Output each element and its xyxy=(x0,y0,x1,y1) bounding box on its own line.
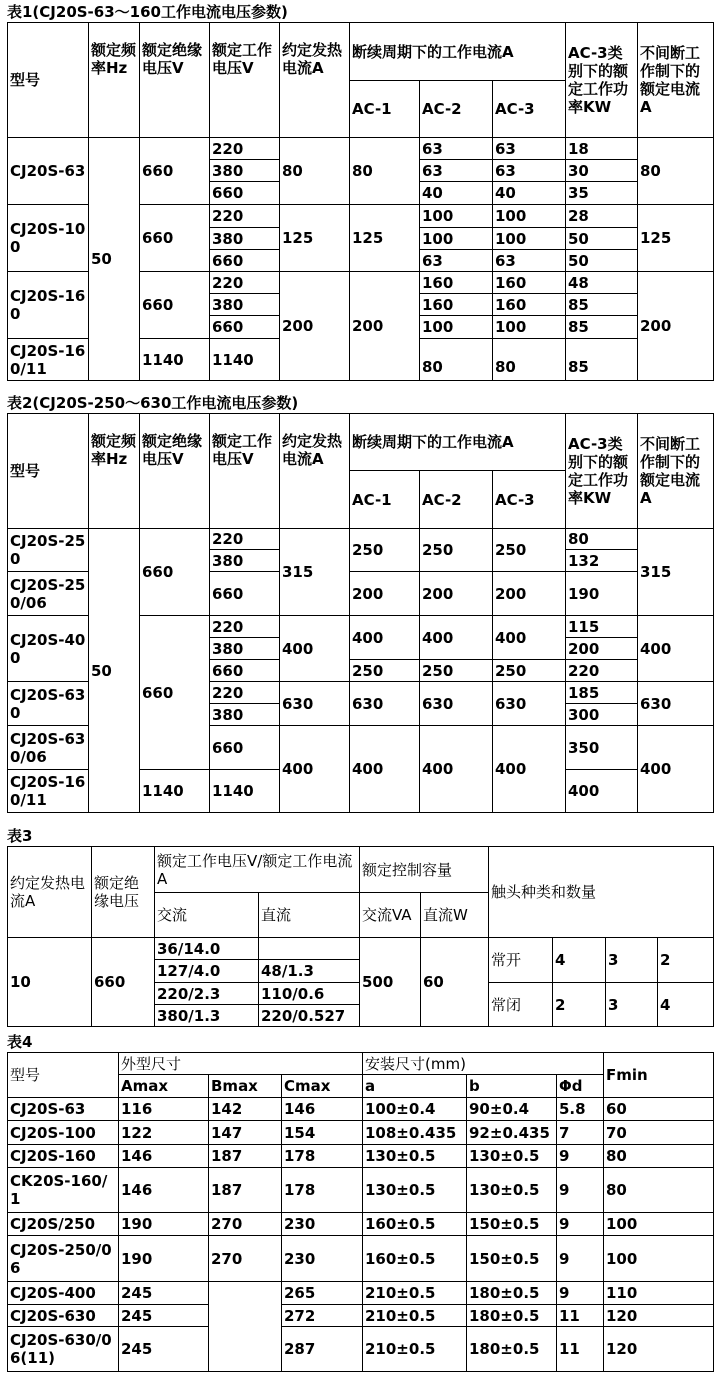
t4-b-cell: 130±0.5 xyxy=(467,1168,557,1213)
t3-insulation-value: 660 xyxy=(92,938,155,1027)
t4-b-cell: 150±0.5 xyxy=(467,1236,557,1282)
t3-dc-cell: 48/1.3 xyxy=(259,960,360,983)
t4-cmax-cell: 146 xyxy=(282,1098,363,1121)
t2-ac3-cell: 400 xyxy=(493,616,566,660)
t2-insulation-cell: 660 xyxy=(140,529,210,616)
t1-voltage-cell: 380 xyxy=(210,228,280,250)
table2 xyxy=(7,413,714,813)
t4-cmax-cell: 154 xyxy=(282,1121,363,1145)
t3-header-ac: 交流 xyxy=(155,893,259,938)
t3-ac-cell: 380/1.3 xyxy=(155,1005,259,1027)
t4-phid-cell: 7 xyxy=(557,1121,604,1145)
table3-caption: 表3 xyxy=(7,827,33,845)
t3-header-thermal: 约定发热电流A xyxy=(8,847,92,938)
t4-fmin-cell: 60 xyxy=(604,1098,714,1121)
t4-phid-cell: 9 xyxy=(557,1236,604,1282)
t4-cmax-cell: 178 xyxy=(282,1145,363,1168)
t1-ac2-cell: 160 xyxy=(420,272,493,294)
t2-header-thermal: 约定发热电流A xyxy=(280,414,350,529)
t1-header-freq: 额定频率Hz xyxy=(89,23,140,138)
t2-power-cell: 400 xyxy=(566,770,638,813)
t2-header-insulation: 额定绝缘电压V xyxy=(140,414,210,529)
t2-thermal-cell: 400 xyxy=(280,726,350,813)
t4-amax-cell: 146 xyxy=(119,1145,209,1168)
t2-model-cell: CJ20S-160/11 xyxy=(8,770,89,813)
table1 xyxy=(7,22,714,381)
t4-a-cell: 130±0.5 xyxy=(363,1168,467,1213)
t1-ac2-cell: 63 xyxy=(420,250,493,272)
t3-control-dc-value: 60 xyxy=(421,938,489,1027)
t1-ac3-cell: 80 xyxy=(493,339,566,381)
t1-model-cell: CJ20S-63 xyxy=(8,138,89,205)
t4-a-cell: 100±0.4 xyxy=(363,1098,467,1121)
t1-voltage-cell: 220 xyxy=(210,205,280,228)
t2-ac3-cell: 200 xyxy=(493,572,566,616)
t2-thermal-cell: 400 xyxy=(280,616,350,682)
table2-section xyxy=(0,393,720,813)
t3-header-contacts: 触头种类和数量 xyxy=(489,847,714,938)
t1-header-thermal: 约定发热电流A xyxy=(280,23,350,138)
t4-phid-cell: 9 xyxy=(557,1213,604,1236)
t4-model-cell: CJ20S-160 xyxy=(8,1145,119,1168)
t4-b-cell: 130±0.5 xyxy=(467,1145,557,1168)
t4-a-cell: 160±0.5 xyxy=(363,1236,467,1282)
t4-a-cell: 108±0.435 xyxy=(363,1121,467,1145)
t1-power-cell: 48 xyxy=(566,272,638,294)
t4-model-cell: CJ20S-100 xyxy=(8,1121,119,1145)
t4-cmax-cell: 287 xyxy=(282,1327,363,1372)
t4-phid-cell: 11 xyxy=(557,1327,604,1372)
t4-bmax-cell: 142 xyxy=(209,1098,282,1121)
t1-voltage-cell: 1140 xyxy=(210,339,280,381)
t2-voltage-cell: 380 xyxy=(210,704,280,726)
t1-ac1-cell: 200 xyxy=(350,272,420,381)
t2-header-ac3: AC-3 xyxy=(493,471,566,529)
t1-power-cell: 35 xyxy=(566,182,638,205)
t2-voltage-cell: 220 xyxy=(210,682,280,704)
t4-fmin-cell: 100 xyxy=(604,1213,714,1236)
t1-power-cell: 50 xyxy=(566,250,638,272)
t4-header-cmax: Cmax xyxy=(282,1075,363,1098)
t2-uninterrupted-cell: 630 xyxy=(638,682,714,726)
t1-ac1-cell: 80 xyxy=(350,138,420,205)
t3-ac-cell: 220/2.3 xyxy=(155,983,259,1005)
t4-amax-cell: 116 xyxy=(119,1098,209,1121)
t1-thermal-cell: 125 xyxy=(280,205,350,272)
t2-thermal-cell: 630 xyxy=(280,682,350,726)
t4-header-bmax: Bmax xyxy=(209,1075,282,1098)
t3-header-control-dc: 直流W xyxy=(421,893,489,938)
t1-ac2-cell: 100 xyxy=(420,205,493,228)
t2-ac2-cell: 630 xyxy=(420,682,493,726)
t4-cmax-cell: 230 xyxy=(282,1236,363,1282)
t4-bmax-cell: 270 xyxy=(209,1236,282,1282)
t2-ac2-cell: 250 xyxy=(420,660,493,682)
t1-voltage-cell: 220 xyxy=(210,272,280,294)
t2-insulation-cell: 1140 xyxy=(140,770,210,813)
t1-ac3-cell: 63 xyxy=(493,250,566,272)
t2-model-cell: CJ20S-250 xyxy=(8,529,89,572)
t2-uninterrupted-cell: 315 xyxy=(638,529,714,616)
t2-model-cell: CJ20S-630 xyxy=(8,682,89,726)
t2-voltage-cell: 1140 xyxy=(210,770,280,813)
table-row xyxy=(8,1282,714,1305)
t2-header-freq: 额定频率Hz xyxy=(89,414,140,529)
t1-voltage-cell: 220 xyxy=(210,138,280,160)
t1-power-cell: 85 xyxy=(566,294,638,316)
t2-ac1-cell: 400 xyxy=(350,616,420,660)
t1-model-cell: CJ20S-160 xyxy=(8,272,89,339)
t2-ac2-cell: 250 xyxy=(420,529,493,572)
t3-thermal-value: 10 xyxy=(8,938,92,1027)
t4-model-cell: CK20S-160/1 xyxy=(8,1168,119,1213)
t1-header-work-voltage: 额定工作电压V xyxy=(210,23,280,138)
t1-voltage-cell: 660 xyxy=(210,316,280,339)
t1-ac3-cell: 100 xyxy=(493,205,566,228)
t4-b-cell: 180±0.5 xyxy=(467,1327,557,1372)
t4-header-model: 型号 xyxy=(8,1053,119,1098)
table1-section xyxy=(0,2,720,381)
t4-cmax-cell: 272 xyxy=(282,1305,363,1327)
t4-fmin-cell: 120 xyxy=(604,1305,714,1327)
t1-ac2-cell: 63 xyxy=(420,160,493,182)
table3-section xyxy=(0,826,720,1027)
t2-freq-value: 50 xyxy=(89,529,140,813)
t4-header-a: a xyxy=(363,1075,467,1098)
t1-power-cell: 85 xyxy=(566,316,638,339)
t2-voltage-cell: 660 xyxy=(210,726,280,770)
t2-ac3-cell: 400 xyxy=(493,726,566,813)
t2-voltage-cell: 660 xyxy=(210,572,280,616)
t4-cmax-cell: 178 xyxy=(282,1168,363,1213)
t2-header-intermittent: 断续周期下的工作电流A xyxy=(350,414,566,471)
t1-ac2-cell: 80 xyxy=(420,339,493,381)
t3-contact-type: 常闭 xyxy=(489,983,553,1027)
t1-header-uninterrupted: 不间断工作制下的额定电流A xyxy=(638,23,714,138)
t1-thermal-cell: 200 xyxy=(280,272,350,381)
t4-model-cell: CJ20S-250/06 xyxy=(8,1236,119,1282)
t2-power-cell: 132 xyxy=(566,550,638,572)
t1-uninterrupted-cell: 125 xyxy=(638,205,714,272)
table-row xyxy=(8,1121,714,1145)
t1-ac3-cell: 63 xyxy=(493,160,566,182)
t1-header-model: 型号 xyxy=(8,23,89,138)
t4-amax-cell: 245 xyxy=(119,1305,209,1327)
t1-voltage-cell: 660 xyxy=(210,182,280,205)
t1-header-ac1: AC-1 xyxy=(350,81,420,138)
t4-header-phid: Φd xyxy=(557,1075,604,1098)
t4-b-cell: 90±0.4 xyxy=(467,1098,557,1121)
table-row xyxy=(8,1236,714,1282)
t2-power-cell: 220 xyxy=(566,660,638,682)
t2-ac1-cell: 400 xyxy=(350,726,420,813)
t3-header-insulation: 额定绝缘电压 xyxy=(92,847,155,938)
t1-header-power: AC-3类别下的额定工作功率KW xyxy=(566,23,638,138)
t4-a-cell: 160±0.5 xyxy=(363,1213,467,1236)
t3-dc-cell: 110/0.6 xyxy=(259,983,360,1005)
t1-ac2-cell: 160 xyxy=(420,294,493,316)
t2-model-cell: CJ20S-630/06 xyxy=(8,726,89,770)
t2-ac3-cell: 630 xyxy=(493,682,566,726)
t4-phid-cell: 9 xyxy=(557,1282,604,1305)
t1-uninterrupted-cell: 80 xyxy=(638,138,714,205)
t1-ac3-cell: 100 xyxy=(493,316,566,339)
t4-b-cell: 180±0.5 xyxy=(467,1305,557,1327)
t2-ac1-cell: 200 xyxy=(350,572,420,616)
t4-model-cell: CJ20S-400 xyxy=(8,1282,119,1305)
table4-caption: 表4 xyxy=(7,1033,33,1051)
t4-header-amax: Amax xyxy=(119,1075,209,1098)
t1-thermal-cell: 80 xyxy=(280,138,350,205)
t1-ac2-cell: 40 xyxy=(420,182,493,205)
t4-bmax-cell: 270 xyxy=(209,1213,282,1236)
t1-ac1-cell: 125 xyxy=(350,205,420,272)
t4-phid-cell: 9 xyxy=(557,1145,604,1168)
t2-power-cell: 200 xyxy=(566,638,638,660)
table2-caption: 表2(CJ20S-250～630工作电流电压参数) xyxy=(7,394,299,412)
t2-ac2-cell: 400 xyxy=(420,616,493,660)
t2-ac1-cell: 250 xyxy=(350,660,420,682)
t2-ac3-cell: 250 xyxy=(493,529,566,572)
t2-header-uninterrupted: 不间断工作制下的额定电流A xyxy=(638,414,714,529)
t1-model-cell: CJ20S-160/11 xyxy=(8,339,89,381)
t4-fmin-cell: 70 xyxy=(604,1121,714,1145)
t4-amax-cell: 146 xyxy=(119,1168,209,1213)
t3-contact-count: 4 xyxy=(553,938,606,983)
t2-power-cell: 80 xyxy=(566,529,638,550)
t4-cmax-cell: 265 xyxy=(282,1282,363,1305)
t2-voltage-cell: 220 xyxy=(210,616,280,638)
t4-fmin-cell: 80 xyxy=(604,1168,714,1213)
t1-insulation-cell: 660 xyxy=(140,138,210,205)
t3-contact-count: 2 xyxy=(658,938,714,983)
t3-control-ac-value: 500 xyxy=(360,938,421,1027)
t1-ac2-cell: 100 xyxy=(420,228,493,250)
t1-voltage-cell: 380 xyxy=(210,294,280,316)
t2-power-cell: 185 xyxy=(566,682,638,704)
table-row xyxy=(8,1213,714,1236)
t1-ac3-cell: 160 xyxy=(493,272,566,294)
t4-header-fmin: Fmin xyxy=(604,1053,714,1098)
t4-fmin-cell: 120 xyxy=(604,1327,714,1372)
t4-a-cell: 210±0.5 xyxy=(363,1282,467,1305)
t2-ac2-cell: 400 xyxy=(420,726,493,813)
t4-bmax-cell: 187 xyxy=(209,1168,282,1213)
t2-header-work-voltage: 额定工作电压V xyxy=(210,414,280,529)
t1-insulation-cell: 660 xyxy=(140,205,210,272)
t1-power-cell: 18 xyxy=(566,138,638,160)
table3 xyxy=(7,846,714,1027)
t4-bmax-cell xyxy=(209,1282,282,1372)
t3-contact-count: 2 xyxy=(553,983,606,1027)
t4-fmin-cell: 100 xyxy=(604,1236,714,1282)
t4-fmin-cell: 110 xyxy=(604,1282,714,1305)
t3-contact-type: 常开 xyxy=(489,938,553,983)
t4-header-mount: 安装尺寸(mm) xyxy=(363,1053,604,1075)
t4-a-cell: 130±0.5 xyxy=(363,1145,467,1168)
t2-power-cell: 115 xyxy=(566,616,638,638)
t1-ac3-cell: 40 xyxy=(493,182,566,205)
t2-ac3-cell: 250 xyxy=(493,660,566,682)
t1-ac3-cell: 63 xyxy=(493,138,566,160)
t4-header-b: b xyxy=(467,1075,557,1098)
t2-model-cell: CJ20S-400 xyxy=(8,616,89,682)
t3-contact-count: 4 xyxy=(658,983,714,1027)
t2-voltage-cell: 380 xyxy=(210,638,280,660)
t1-voltage-cell: 380 xyxy=(210,160,280,182)
t1-ac3-cell: 160 xyxy=(493,294,566,316)
table-row xyxy=(8,1327,714,1372)
t1-uninterrupted-cell: 200 xyxy=(638,272,714,381)
t2-voltage-cell: 380 xyxy=(210,550,280,572)
t4-amax-cell: 245 xyxy=(119,1327,209,1372)
t4-phid-cell: 11 xyxy=(557,1305,604,1327)
t3-dc-cell: 220/0.527 xyxy=(259,1005,360,1027)
table-row xyxy=(8,1145,714,1168)
t2-power-cell: 350 xyxy=(566,726,638,770)
t1-insulation-cell: 660 xyxy=(140,272,210,339)
t4-a-cell: 210±0.5 xyxy=(363,1327,467,1372)
t4-bmax-cell: 147 xyxy=(209,1121,282,1145)
t1-voltage-cell: 660 xyxy=(210,250,280,272)
t4-amax-cell: 190 xyxy=(119,1236,209,1282)
t3-ac-cell: 127/4.0 xyxy=(155,960,259,983)
t4-amax-cell: 122 xyxy=(119,1121,209,1145)
t2-power-cell: 190 xyxy=(566,572,638,616)
table-row xyxy=(8,1098,714,1121)
t2-insulation-cell: 660 xyxy=(140,616,210,770)
t4-amax-cell: 245 xyxy=(119,1282,209,1305)
t4-model-cell: CJ20S-630/06(11) xyxy=(8,1327,119,1372)
t3-contact-count: 3 xyxy=(606,938,658,983)
table4 xyxy=(7,1052,714,1372)
t4-b-cell: 92±0.435 xyxy=(467,1121,557,1145)
t2-ac1-cell: 250 xyxy=(350,529,420,572)
t1-header-insulation: 额定绝缘电压V xyxy=(140,23,210,138)
t1-power-cell: 30 xyxy=(566,160,638,182)
t1-ac3-cell: 100 xyxy=(493,228,566,250)
t1-ac2-cell: 100 xyxy=(420,316,493,339)
t2-model-cell: CJ20S-250/06 xyxy=(8,572,89,616)
t4-header-outline: 外型尺寸 xyxy=(119,1053,363,1075)
t4-bmax-cell: 187 xyxy=(209,1145,282,1168)
table-row xyxy=(8,1305,714,1327)
t2-voltage-cell: 220 xyxy=(210,529,280,550)
t2-header-power: AC-3类别下的额定工作功率KW xyxy=(566,414,638,529)
t4-cmax-cell: 230 xyxy=(282,1213,363,1236)
t2-header-ac1: AC-1 xyxy=(350,471,420,529)
table4-section xyxy=(0,1032,720,1372)
t4-b-cell: 180±0.5 xyxy=(467,1282,557,1305)
t4-fmin-cell: 80 xyxy=(604,1145,714,1168)
t4-amax-cell: 190 xyxy=(119,1213,209,1236)
t4-phid-cell: 9 xyxy=(557,1168,604,1213)
t4-model-cell: CJ20S-63 xyxy=(8,1098,119,1121)
t1-header-intermittent: 断续周期下的工作电流A xyxy=(350,23,566,81)
t1-freq-value: 50 xyxy=(89,138,140,381)
t1-model-cell: CJ20S-100 xyxy=(8,205,89,272)
t2-ac1-cell: 630 xyxy=(350,682,420,726)
t4-b-cell: 150±0.5 xyxy=(467,1213,557,1236)
table-row xyxy=(8,1168,714,1213)
t2-uninterrupted-cell: 400 xyxy=(638,726,714,813)
t3-header-dc: 直流 xyxy=(259,893,360,938)
t3-header-control: 额定控制容量 xyxy=(360,847,489,893)
t3-header-work: 额定工作电压V/额定工作电流A xyxy=(155,847,360,893)
t1-insulation-cell: 1140 xyxy=(140,339,210,381)
t1-header-ac3: AC-3 xyxy=(493,81,566,138)
t1-power-cell: 85 xyxy=(566,339,638,381)
t2-uninterrupted-cell: 400 xyxy=(638,616,714,682)
t1-header-ac2: AC-2 xyxy=(420,81,493,138)
t1-power-cell: 28 xyxy=(566,205,638,228)
t4-model-cell: CJ20S-630 xyxy=(8,1305,119,1327)
t2-header-model: 型号 xyxy=(8,414,89,529)
t4-a-cell: 210±0.5 xyxy=(363,1305,467,1327)
t2-power-cell: 300 xyxy=(566,704,638,726)
t1-power-cell: 50 xyxy=(566,228,638,250)
t2-header-ac2: AC-2 xyxy=(420,471,493,529)
t3-ac-cell: 36/14.0 xyxy=(155,938,259,960)
t3-header-control-ac: 交流VA xyxy=(360,893,421,938)
t4-phid-cell: 5.8 xyxy=(557,1098,604,1121)
t3-dc-cell xyxy=(259,938,360,960)
t3-contact-count: 3 xyxy=(606,983,658,1027)
t2-voltage-cell: 660 xyxy=(210,660,280,682)
t4-model-cell: CJ20S/250 xyxy=(8,1213,119,1236)
t1-ac2-cell: 63 xyxy=(420,138,493,160)
t2-ac2-cell: 200 xyxy=(420,572,493,616)
t2-thermal-cell: 315 xyxy=(280,529,350,616)
table1-caption: 表1(CJ20S-63～160工作电流电压参数) xyxy=(7,3,288,21)
